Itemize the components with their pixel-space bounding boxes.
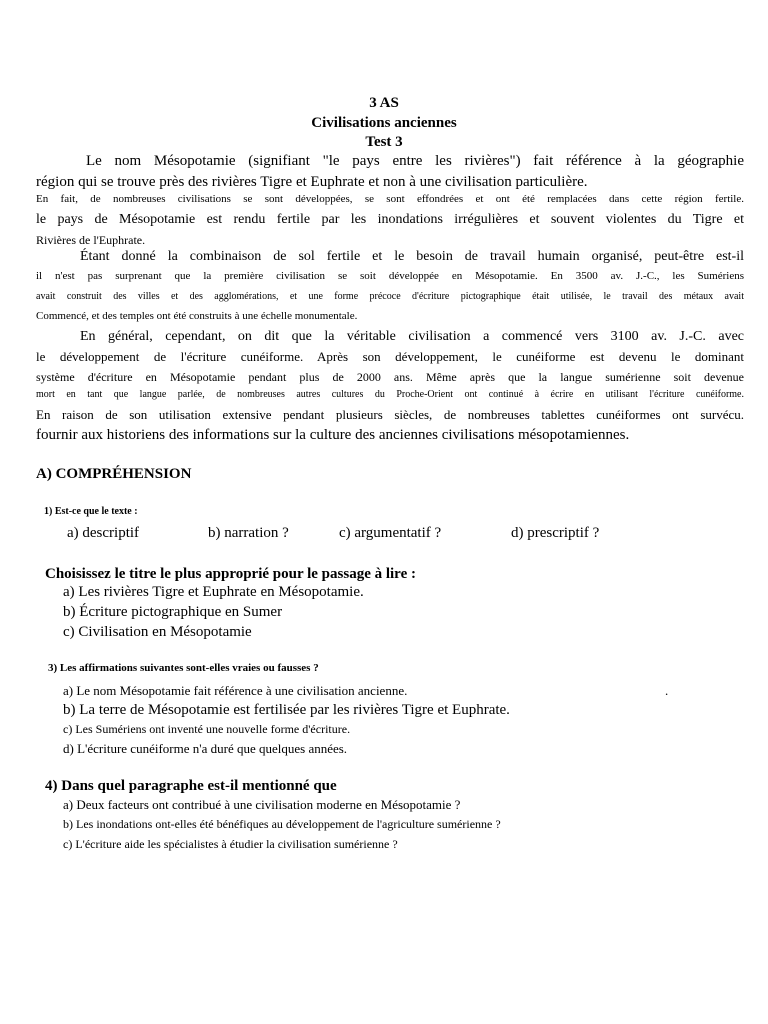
q2-option-a: a) Les rivières Tigre et Euphrate en Mésopotamie. (63, 584, 364, 600)
passage-line: le développement de l'écriture cunéiforme. Après son développement, le cunéiforme est devenu le dominant (36, 349, 744, 364)
q4-item-c: c) L'écriture aide les spécialistes à étudier la civilisation sumérienne ? (63, 837, 398, 851)
passage-line: il n'est pas surprenant que la première civilisation se soit développée en Mésopotamie. En 3500 av. J.-C., les Sumériens (36, 270, 744, 282)
passage-line: système d'écriture en Mésopotamie pendant plus de 2000 ans. Même après que la langue sumérienne soit devenue (36, 370, 744, 384)
q4-item-b: b) Les inondations ont-elles été bénéfiques au développement de l'agriculture sumérienne ? (63, 817, 501, 831)
level-heading: 3 AS (369, 95, 399, 111)
passage-line: En raison de son utilisation extensive pendant plusieurs siècles, de nombreuses tablettes cunéiformes ont survécu. (36, 407, 744, 422)
passage-line: fournir aux historiens des informations sur la culture des anciennes civilisations mésopotamiennes. (36, 427, 630, 443)
q3-statement-a: a) Le nom Mésopotamie fait référence à une civilisation ancienne. (63, 683, 408, 698)
passage-line: région qui se trouve près des rivières Tigre et Euphrate et non à une civilisation particulière. (36, 174, 588, 190)
q2-option-b: b) Écriture pictographique en Sumer (63, 604, 283, 620)
test-number: Test 3 (365, 134, 403, 150)
passage-line: En fait, de nombreuses civilisations se sont développées, se sont effondrées et ont été remplacées dans cette région fertile. (36, 193, 744, 205)
q1-option-c: c) argumentatif ? (339, 525, 442, 541)
passage-line: mort en tant que langue parlée, de nombreuses autres cultures du Proche-Orient ont continué à écrire en utilisant l'écriture cunéiforme. (36, 389, 744, 400)
question-4-label: 4) Dans quel paragraphe est-il mentionné que (45, 778, 337, 794)
q1-option-b: b) narration ? (208, 525, 289, 541)
passage-line: Commencé, et des temples ont été construits à une échelle monumentale. (36, 310, 358, 322)
question-1-label: 1) Est-ce que le texte : (44, 506, 138, 517)
q3-dot-mark: . (665, 683, 669, 698)
q3-statement-b: b) La terre de Mésopotamie est fertilisée par les rivières Tigre et Euphrate. (63, 702, 510, 718)
q1-option-a: a) descriptif (67, 525, 140, 541)
q4-item-a: a) Deux facteurs ont contribué à une civilisation moderne en Mésopotamie ? (63, 797, 461, 812)
passage-line: Le nom Mésopotamie (signifiant "le pays entre les rivières") fait référence à la géographie (86, 153, 744, 169)
question-3-label: 3) Les affirmations suivantes sont-elles vraies ou fausses ? (48, 662, 319, 674)
q3-statement-c: c) Les Sumériens ont inventé une nouvelle forme d'écriture. (63, 722, 351, 736)
page-title: Civilisations anciennes (311, 115, 457, 131)
section-heading: A) COMPRÉHENSION (36, 466, 192, 482)
passage-line: En général, cependant, on dit que la véritable civilisation a commencé vers 3100 av. J.-C. avec (80, 329, 744, 344)
q3-statement-d: d) L'écriture cunéiforme n'a duré que quelques années. (63, 741, 348, 756)
q2-option-c: c) Civilisation en Mésopotamie (63, 624, 252, 640)
q1-option-d: d) prescriptif ? (511, 525, 600, 541)
passage-line: Étant donné la combinaison de sol fertile et le besoin de travail humain organisé, peut-être est-il (80, 249, 744, 264)
question-2-label: Choisissez le titre le plus approprié pour le passage à lire : (45, 566, 416, 582)
passage-line: le pays de Mésopotamie est rendu fertile par les inondations irrégulières et souvent violentes du Tigre et (36, 212, 744, 227)
passage-line: avait construit des villes et des agglomérations, et une forme précoce d'écriture pictographique était utilisée, le travail des métaux avait (36, 291, 744, 302)
passage-line: Rivières de l'Euphrate. (36, 233, 146, 247)
